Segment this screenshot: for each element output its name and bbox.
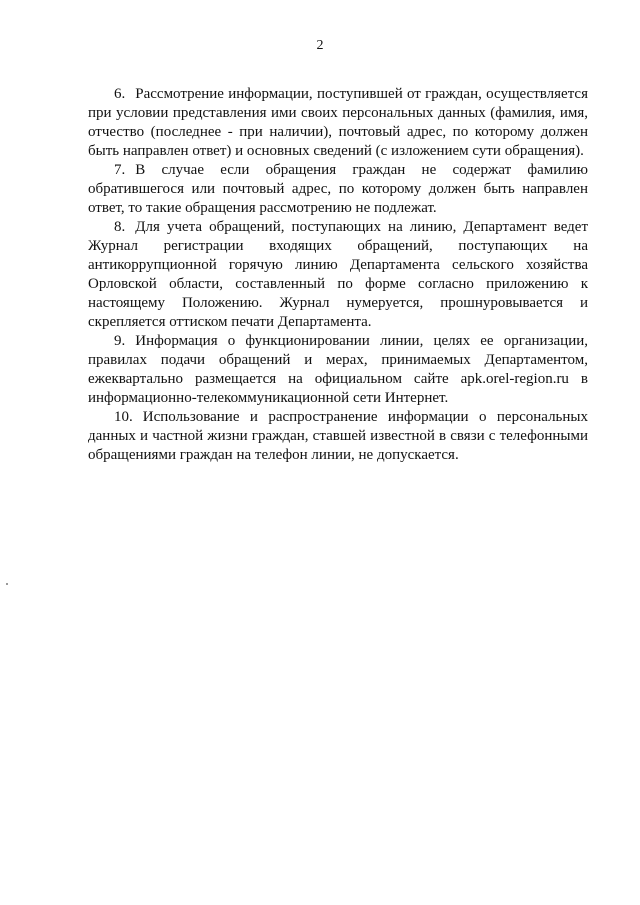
paragraph-8 [88,218,588,332]
paragraph-number: 7. [114,162,126,178]
page-number: 2 [316,38,324,53]
paragraph-number: 9. [114,333,126,349]
paragraph-text: Для учета обращений, поступающих на линию, Департамент ведет Журнал регистрации входящих обращений, поступающих на антикоррупционной горячую линию Департамента сельского хозяйства Орловской области, составленный по форме согласно приложению к настоящему Положению. Журнал нумеруется, прошнуровывается и скрепляется оттиском печати Департамента. [88,219,588,330]
document-body [88,85,588,465]
paragraph-7 [88,161,588,218]
scan-speck [6,583,8,585]
paragraph-text: Информация о функционировании линии, целях ее организации, правилах подачи обращений и мерах, принимаемых Департаментом, ежеквартально размещается на официальном сайте apk.orel-region.ru в информационно-телекоммуникационной сети Интернет. [88,333,588,406]
paragraph-number: 6. [114,86,126,102]
paragraph-text: Рассмотрение информации, поступившей от граждан, осуществляется при условии представления ими своих персональных данных (фамилия, имя, отчество (последнее - при наличии), почтовый адрес, по которому должен быть направлен ответ) и основных сведений (с изложением сути обращения). [88,86,588,159]
paragraph-text: Использование и распространение информации о персональных данных и частной жизни граждан, ставшей известной в связи с телефонными обращениями граждан на телефон линии, не допускается. [88,409,588,463]
paragraph-10 [88,408,588,465]
paragraph-text: В случае если обращения граждан не содержат фамилию обратившегося или почтовый адрес, по которому должен быть направлен ответ, то такие обращения рассмотрению не подлежат. [88,162,588,216]
paragraph-number: 10. [114,409,133,425]
paragraph-number: 8. [114,219,126,235]
paragraph-6 [88,85,588,161]
paragraph-9 [88,332,588,408]
